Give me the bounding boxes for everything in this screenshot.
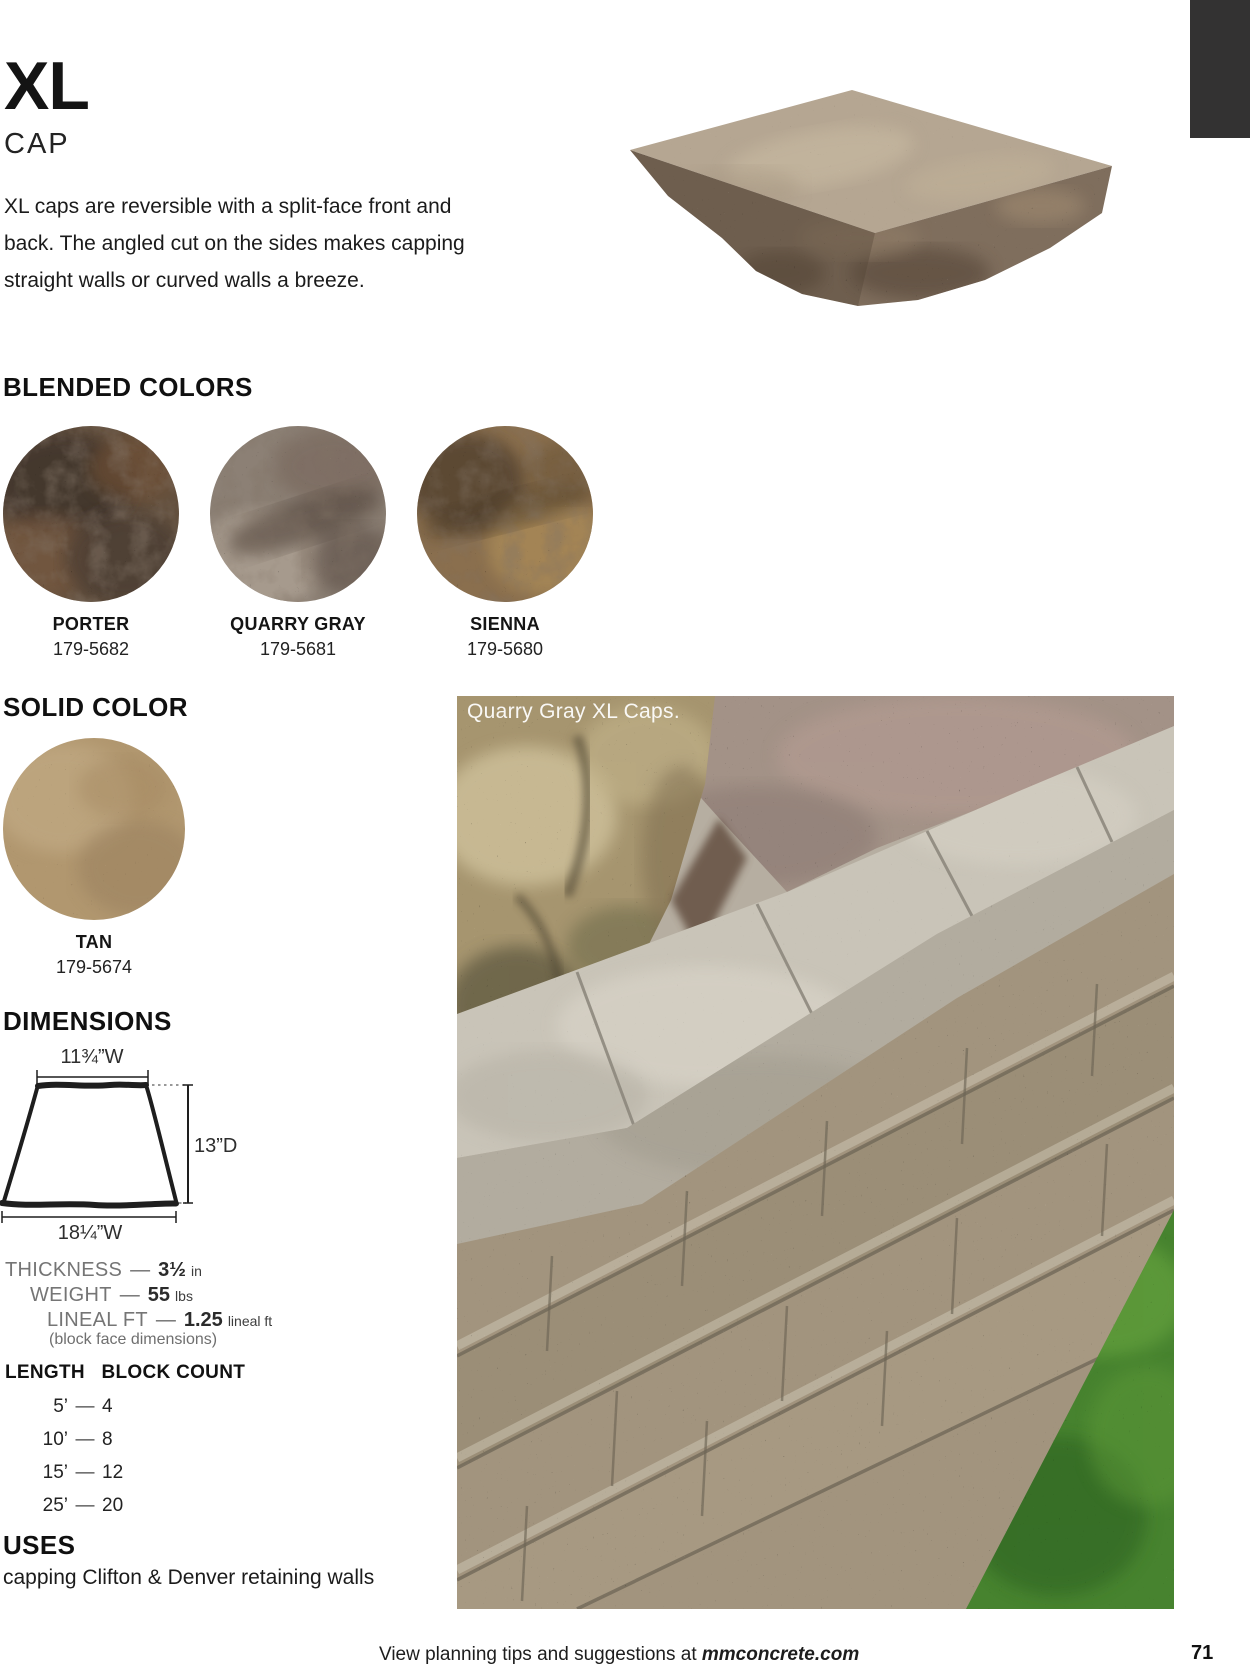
wall-photo-caption: Quarry Gray XL Caps. [467,700,680,723]
table-row [5,1396,245,1418]
spec-dash: — [119,1284,140,1306]
blended-colors-heading: BLENDED COLORS [3,372,253,402]
product-subtitle: CAP [4,128,70,160]
row-count: 12 [102,1462,124,1483]
spec-value: 3½ [158,1259,186,1281]
uses-heading: USES [3,1530,76,1560]
block-count-table [5,1362,245,1517]
swatch-photo-tan [3,738,185,920]
dimension-bottom-width-label: 18¼”W [57,1222,123,1244]
swatch-quarry-gray [210,426,386,660]
swatch-sienna [417,426,593,660]
spec-label: LINEAL FT [47,1309,148,1331]
swatch-photo-porter [3,426,179,602]
swatch-photo-quarry-gray [210,426,386,602]
description-line: XL caps are reversible with a split-face front and [4,195,452,218]
solid-color-heading: SOLID COLOR [3,692,188,722]
spec-dash: — [130,1259,151,1281]
dimension-top-width-label: 11¾”W [60,1046,124,1068]
swatch-porter [3,426,179,660]
swatch-code: 179-5681 [259,639,337,659]
row-dash: — [75,1429,95,1450]
swatch-tan [3,738,185,978]
row-length: 15’ [42,1462,68,1483]
product-title: XL [4,48,89,124]
spec-unit: in [190,1263,202,1279]
dimensions-heading: DIMENSIONS [3,1006,172,1036]
page-corner-tab [1190,0,1250,138]
row-count: 20 [102,1495,124,1516]
swatch-code: 179-5682 [52,639,130,659]
swatch-code: 179-5680 [466,639,544,659]
dimension-depth-label: 13”D [194,1135,238,1157]
row-length: 25’ [42,1495,68,1516]
spec-value: 1.25 [183,1309,223,1331]
table-row [5,1462,245,1484]
title-block [4,48,89,161]
footer-text: View planning tips and suggestions at [379,1644,697,1665]
spec-unit: lineal ft [227,1313,273,1329]
block-count-header: BLOCK COUNT [101,1362,246,1383]
product-photo-cap-block [620,78,1120,318]
row-count: 8 [102,1429,113,1450]
spec-note: (block face dimensions) [49,1331,218,1348]
swatch-code: 179-5674 [55,957,133,977]
description-line: back. The angled cut on the sides makes capping [4,232,465,255]
row-length: 5’ [53,1396,68,1417]
table-row [5,1429,245,1451]
description-line: straight walls or curved walls a breeze. [4,269,365,292]
spec-label: THICKNESS [5,1259,123,1281]
swatch-photo-sienna [417,426,593,602]
footer [379,1644,859,1666]
row-dash: — [75,1495,95,1516]
spec-unit: lbs [175,1288,193,1304]
page-number: 71 [1191,1642,1214,1664]
spec-weight [30,1284,193,1307]
footer-site-url: mmconcrete.com [701,1644,860,1665]
spec-lineal-ft [47,1309,272,1332]
spec-value: 55 [147,1284,171,1306]
swatch-name: PORTER [52,614,130,634]
length-header: LENGTH [5,1362,85,1383]
spec-label: WEIGHT [30,1284,112,1306]
swatch-name: QUARRY GRAY [230,614,366,634]
table-row [5,1495,245,1517]
row-length: 10’ [42,1429,68,1450]
swatch-name: SIENNA [470,614,540,634]
row-dash: — [75,1396,95,1417]
row-dash: — [75,1462,95,1483]
wall-photo [457,696,1174,1609]
row-count: 4 [102,1396,113,1417]
spec-thickness [5,1259,202,1282]
swatch-name: TAN [75,932,113,952]
spec-dash: — [155,1309,176,1331]
product-description [4,188,465,299]
uses-text: capping Clifton & Denver retaining walls [3,1566,375,1589]
table-header-row [5,1362,245,1384]
